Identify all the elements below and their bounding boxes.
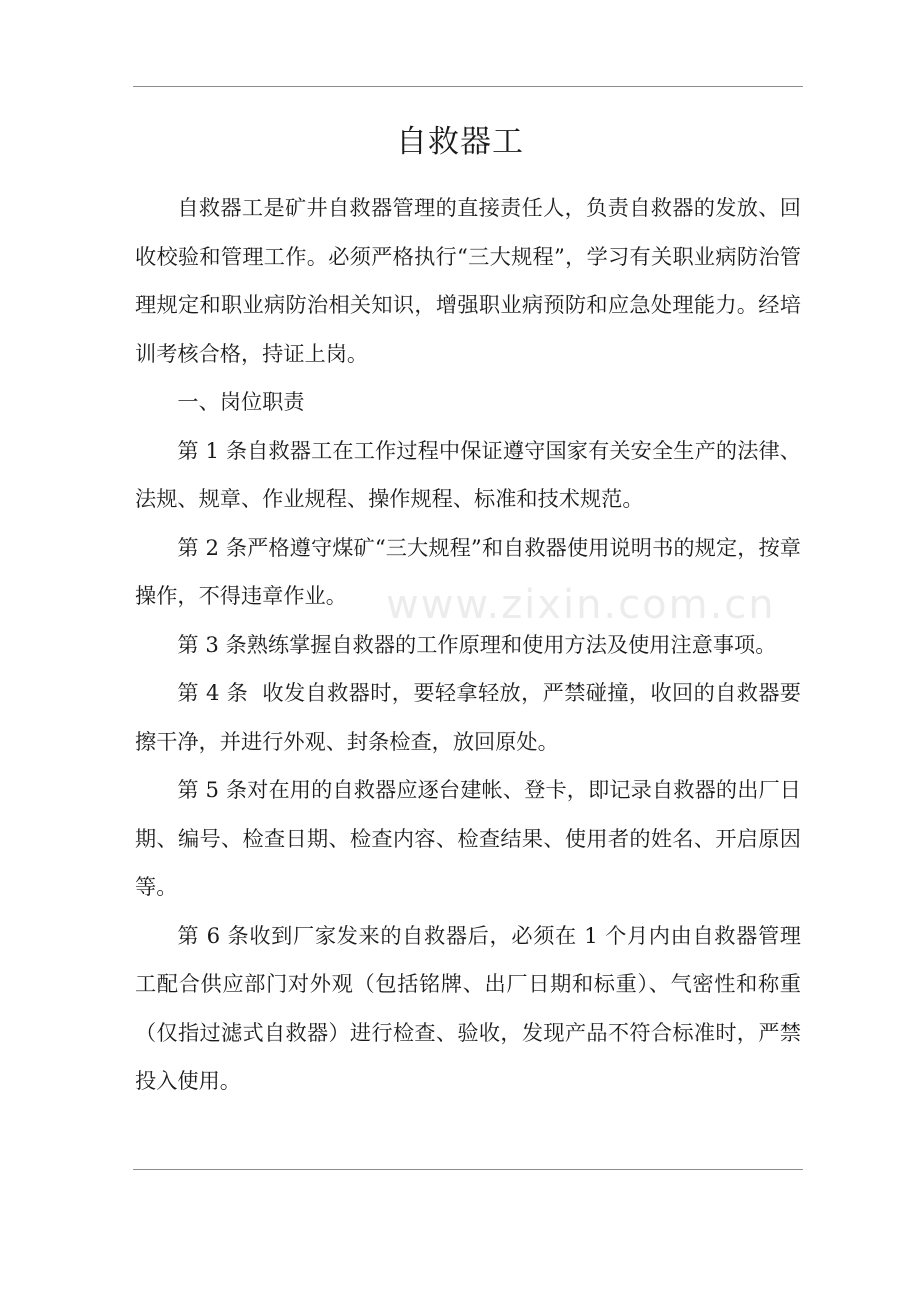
section-heading: 一、岗位职责 bbox=[177, 389, 305, 414]
watermark: www.zixin.com.cn bbox=[386, 582, 776, 628]
header-rule bbox=[133, 86, 803, 87]
article-3: 第 3 条熟练掌握自救器的工作原理和使用方法及使用注意事项。 bbox=[177, 631, 777, 657]
article-5: 第 5 条对在用的自救器应逐台建帐、登卡，即记录自救器的出厂日期、编号、检查日期、检查内容、检查结果、使用者的姓名、开启原因等。 bbox=[135, 777, 801, 899]
footer-rule bbox=[133, 1169, 803, 1170]
paragraph-intro: 自救器工是矿井自救器管理的直接责任人，负责自救器的发放、回收校验和管理工作。必须严格执行“三大规程”，学习有关职业病防治管理规定和职业病防治相关知识，增强职业病预防和应急处理能力。经培训考核合格，持证上岗。 bbox=[135, 195, 801, 366]
document-body bbox=[135, 184, 801, 1106]
article-2: 第 2 条严格遵守煤矿“三大规程”和自救器使用说明书的规定，按章操作，不得违章作业。 bbox=[135, 534, 801, 608]
page-title: 自救器工 bbox=[396, 124, 524, 160]
article-4: 第 4 条 收发自救器时，要轻拿轻放，严禁碰撞，收回的自救器要擦干净，并进行外观、封条检查，放回原处。 bbox=[135, 680, 801, 754]
article-6: 第 6 条收到厂家发来的自救器后，必须在 1 个月内由自救器管理工配合供应部门对外观（包括铭牌、出厂日期和标重）、气密性和称重（仅指过滤式自救器）进行检查、验收，发现产品不符合标准时，严禁投入使用。 bbox=[135, 922, 801, 1093]
article-1: 第 1 条自救器工在工作过程中保证遵守国家有关安全生产的法律、法规、规章、作业规程、操作规程、标准和技术规范。 bbox=[135, 437, 801, 511]
